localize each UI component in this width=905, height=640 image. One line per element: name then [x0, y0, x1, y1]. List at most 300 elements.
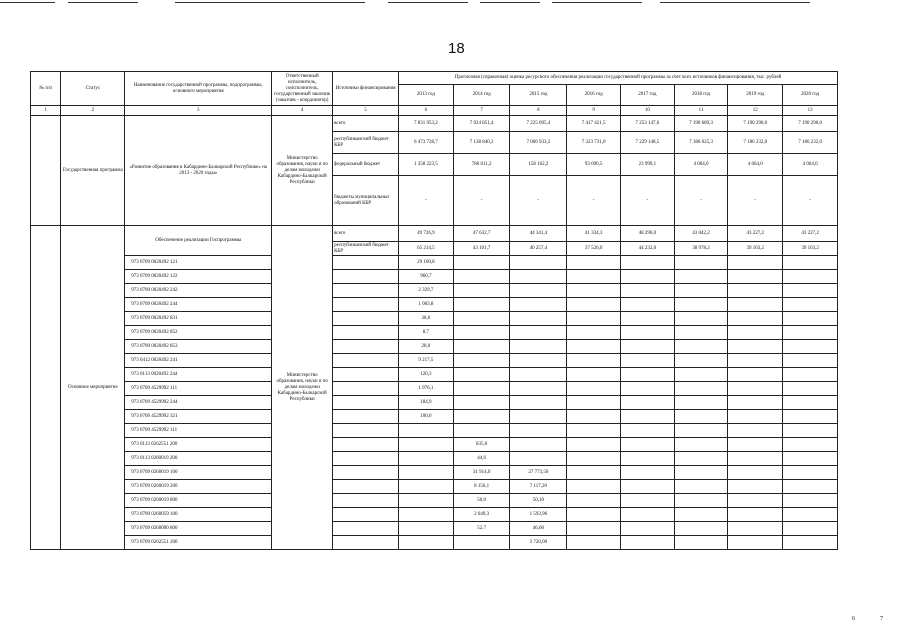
value-cell: [453, 424, 510, 438]
table-row: [31, 508, 838, 522]
value-cell: [783, 424, 838, 438]
value-cell: [783, 270, 838, 284]
budget-code: 973 0113 0262551 200: [125, 438, 272, 452]
budget-code: 973 0709 0260059 100: [125, 508, 272, 522]
budget-code: 973 0709 0020492 831: [125, 312, 272, 326]
value-cell: [620, 522, 674, 536]
table-row: [31, 298, 838, 312]
value-cell: [674, 298, 728, 312]
table-row: [31, 494, 838, 508]
value-cell: [783, 410, 838, 424]
value-cell: -: [728, 176, 783, 226]
value-cell: [783, 354, 838, 368]
value-cell: -: [453, 176, 510, 226]
value-cell: 7 186 625,3: [674, 132, 728, 154]
value-cell: 4 064,0: [783, 154, 838, 176]
value-cell: [398, 424, 453, 438]
value-cell: [783, 368, 838, 382]
column-number: 13: [783, 106, 838, 116]
value-cell: [728, 340, 783, 354]
source-cell: [333, 340, 399, 354]
header-responsible: Ответственный исполнитель, соисполнитель, государственный заказчик (заказчик - координатор): [272, 72, 333, 106]
value-cell: [510, 354, 567, 368]
value-cell: [510, 312, 567, 326]
table-row: [31, 466, 838, 480]
value-cell: 46,60: [510, 522, 567, 536]
table-row: [31, 284, 838, 298]
value-cell: -: [510, 176, 567, 226]
value-cell: [453, 312, 510, 326]
source-cell: [333, 270, 399, 284]
value-cell: 44 232,0: [620, 242, 674, 256]
value-cell: [674, 256, 728, 270]
value-cell: 4 064,0: [674, 154, 728, 176]
value-cell: [510, 368, 567, 382]
value-cell: 52,7: [453, 522, 510, 536]
source-cell: [333, 326, 399, 340]
value-cell: [783, 480, 838, 494]
value-cell: [398, 480, 453, 494]
value-cell: 7 190 689,3: [674, 116, 728, 132]
value-cell: 1 976,1: [398, 382, 453, 396]
value-cell: [510, 284, 567, 298]
table-row: [31, 368, 838, 382]
table-row: [31, 410, 838, 424]
value-cell: [567, 410, 621, 424]
value-cell: 28,0: [398, 340, 453, 354]
value-cell: [453, 270, 510, 284]
value-cell: [567, 256, 621, 270]
value-cell: [728, 298, 783, 312]
source-cell: [333, 536, 399, 550]
value-cell: [728, 284, 783, 298]
table-row: [31, 424, 838, 438]
value-cell: [674, 410, 728, 424]
value-cell: [783, 508, 838, 522]
resource-table: [30, 71, 838, 550]
value-cell: [728, 368, 783, 382]
value-cell: 7 186 232,0: [783, 132, 838, 154]
table-row: [31, 226, 838, 242]
value-cell: 93 690,5: [567, 154, 621, 176]
column-number: 1: [31, 106, 61, 116]
budget-code: 973 0113 0020492 244: [125, 368, 272, 382]
value-cell: [674, 396, 728, 410]
value-cell: -: [783, 176, 838, 226]
value-cell: [674, 340, 728, 354]
budget-code: 973 0709 0262551 200: [125, 536, 272, 550]
page-number: 18: [448, 40, 465, 57]
value-cell: [510, 326, 567, 340]
value-cell: [620, 270, 674, 284]
value-cell: [728, 438, 783, 452]
value-cell: [728, 382, 783, 396]
table-row: [31, 270, 838, 284]
column-number: 11: [674, 106, 728, 116]
column-number: 2: [61, 106, 125, 116]
value-cell: [728, 480, 783, 494]
value-cell: [567, 382, 621, 396]
value-cell: [620, 354, 674, 368]
value-cell: [453, 396, 510, 410]
value-cell: [783, 284, 838, 298]
scan-artifact: [388, 2, 468, 3]
header-num: № п/п: [31, 72, 61, 106]
value-cell: [728, 354, 783, 368]
budget-code: 973 0113 0260019 200: [125, 452, 272, 466]
value-cell: 43 227,2: [783, 226, 838, 242]
budget-code: 973 0709 0020492 244: [125, 298, 272, 312]
value-cell: [398, 536, 453, 550]
value-cell: [620, 438, 674, 452]
value-cell: 100,0: [398, 410, 453, 424]
value-cell: 7 225 095,4: [510, 116, 567, 132]
budget-code: 973 0709 0020492 853: [125, 340, 272, 354]
value-cell: 50,10: [510, 494, 567, 508]
value-cell: [510, 270, 567, 284]
value-cell: 7 924 851,4: [453, 116, 510, 132]
value-cell: [453, 368, 510, 382]
value-cell: [510, 396, 567, 410]
value-cell: [728, 396, 783, 410]
header-year: 2020 год: [783, 85, 838, 106]
value-cell: [620, 452, 674, 466]
program-responsible: Министерство образования, науки и по делам молодежи Кабардино-Балкарской Республики: [272, 116, 333, 226]
source-cell: [333, 298, 399, 312]
source-cell: всего: [333, 226, 399, 242]
table-row: [31, 382, 838, 396]
value-cell: [567, 298, 621, 312]
value-cell: [510, 410, 567, 424]
scan-artifact: [480, 2, 540, 3]
value-cell: [510, 382, 567, 396]
value-cell: [510, 438, 567, 452]
value-cell: 7 190 296,0: [783, 116, 838, 132]
value-cell: [510, 256, 567, 270]
budget-code: 973 0709 0020492 242: [125, 284, 272, 298]
value-cell: 41 334,3: [567, 226, 621, 242]
program-name: «Развитие образования в Кабардино-Балкарской Республике» на 2013 - 2020 годы»: [125, 116, 272, 226]
value-cell: [783, 494, 838, 508]
value-cell: 7 253 147,6: [620, 116, 674, 132]
value-cell: [620, 284, 674, 298]
value-cell: [398, 522, 453, 536]
value-cell: [674, 466, 728, 480]
value-cell: [783, 466, 838, 480]
column-number: 3: [125, 106, 272, 116]
value-cell: 184,9: [398, 396, 453, 410]
value-cell: 7 229 148,5: [620, 132, 674, 154]
value-cell: [567, 368, 621, 382]
program-status: Государственная программа: [61, 116, 125, 226]
value-cell: [783, 312, 838, 326]
column-number: 5: [333, 106, 399, 116]
budget-code: 973 0709 4529992 111: [125, 424, 272, 438]
row-number: [31, 226, 61, 550]
value-cell: [510, 340, 567, 354]
value-cell: [783, 382, 838, 396]
header-year: 2017 год: [620, 85, 674, 106]
value-cell: 31 914,0: [453, 466, 510, 480]
value-cell: [453, 536, 510, 550]
budget-code: 973 0709 0260019 100: [125, 466, 272, 480]
value-cell: [674, 424, 728, 438]
source-cell: [333, 494, 399, 508]
table-row: [31, 438, 838, 452]
value-cell: 3 720,00: [510, 536, 567, 550]
value-cell: [567, 452, 621, 466]
value-cell: [728, 410, 783, 424]
value-cell: 27 773,50: [510, 466, 567, 480]
value-cell: [674, 354, 728, 368]
value-cell: 44 341,4: [510, 226, 567, 242]
value-cell: [453, 410, 510, 424]
value-cell: [510, 424, 567, 438]
value-cell: [783, 256, 838, 270]
value-cell: 7 138 840,2: [453, 132, 510, 154]
value-cell: [728, 424, 783, 438]
value-cell: -: [398, 176, 453, 226]
table-row: [31, 522, 838, 536]
source-cell: [333, 396, 399, 410]
budget-code: 973 0709 0260019 200: [125, 480, 272, 494]
column-number: 7: [453, 106, 510, 116]
budget-code: 973 0709 0020492 122: [125, 270, 272, 284]
value-cell: [728, 270, 783, 284]
value-cell: [510, 452, 567, 466]
table-row: [31, 116, 838, 132]
value-cell: 7 831 953,2: [398, 116, 453, 132]
value-cell: [567, 396, 621, 410]
value-cell: 38 978,2: [674, 242, 728, 256]
value-cell: 1 358 223,5: [398, 154, 453, 176]
value-cell: [567, 354, 621, 368]
table-row: [31, 256, 838, 270]
scan-artifact: [552, 2, 642, 3]
column-number: 6: [398, 106, 453, 116]
source-cell: [333, 312, 399, 326]
budget-code: 973 0709 4529992 321: [125, 410, 272, 424]
footer-mark: 6: [852, 616, 855, 622]
budget-code: 973 0709 0020492 852: [125, 326, 272, 340]
source-cell: [333, 368, 399, 382]
value-cell: 43 227,2: [728, 226, 783, 242]
column-number: 10: [620, 106, 674, 116]
table-row: [31, 326, 838, 340]
source-cell: [333, 466, 399, 480]
header-year: 2019 год: [728, 85, 783, 106]
value-cell: [728, 522, 783, 536]
value-cell: 39 163,2: [728, 242, 783, 256]
value-cell: 7 117,20: [510, 480, 567, 494]
value-cell: [620, 466, 674, 480]
header-sources: Источники финансирования: [333, 72, 399, 106]
value-cell: [783, 396, 838, 410]
budget-code: 973 0709 4529992 244: [125, 396, 272, 410]
source-cell: [333, 438, 399, 452]
source-cell: федеральный бюджет: [333, 154, 399, 176]
value-cell: [674, 494, 728, 508]
column-number: 4: [272, 106, 333, 116]
header-year: 2013 год: [398, 85, 453, 106]
value-cell: [783, 340, 838, 354]
value-cell: 47 632,7: [453, 226, 510, 242]
value-cell: [567, 424, 621, 438]
value-cell: [620, 536, 674, 550]
scan-artifact: [0, 2, 55, 3]
value-cell: 6 473 728,7: [398, 132, 453, 154]
value-cell: 38,0: [398, 312, 453, 326]
value-cell: [674, 382, 728, 396]
value-cell: [620, 312, 674, 326]
source-cell: [333, 424, 399, 438]
value-cell: [453, 284, 510, 298]
value-cell: [674, 480, 728, 494]
value-cell: [674, 368, 728, 382]
value-cell: [674, 536, 728, 550]
value-cell: [567, 284, 621, 298]
value-cell: [398, 508, 453, 522]
value-cell: 7 323 731,0: [567, 132, 621, 154]
table-row: [31, 340, 838, 354]
value-cell: [674, 284, 728, 298]
value-cell: 960,7: [398, 270, 453, 284]
source-cell: республиканский бюджет КБР: [333, 132, 399, 154]
source-cell: [333, 354, 399, 368]
value-cell: [567, 326, 621, 340]
column-number: 8: [510, 106, 567, 116]
budget-code: 973 0709 0020492 121: [125, 256, 272, 270]
header-name: Наименование государственной программы, подпрограммы, основного мероприятия: [125, 72, 272, 106]
value-cell: [620, 508, 674, 522]
table-row: [31, 452, 838, 466]
value-cell: -: [674, 176, 728, 226]
value-cell: [620, 480, 674, 494]
value-cell: [783, 536, 838, 550]
value-cell: 9 217,5: [398, 354, 453, 368]
header-year: 2018 год: [674, 85, 728, 106]
budget-code: 973 0709 0260019 800: [125, 494, 272, 508]
table-row: [31, 536, 838, 550]
scan-artifact: [68, 2, 138, 3]
value-cell: [728, 466, 783, 480]
source-cell: [333, 480, 399, 494]
table-row: [31, 396, 838, 410]
value-cell: [567, 494, 621, 508]
value-cell: [620, 410, 674, 424]
value-cell: [453, 354, 510, 368]
value-cell: [567, 340, 621, 354]
budget-code: 973 0412 0020492 241: [125, 354, 272, 368]
value-cell: 7 066 933,2: [510, 132, 567, 154]
value-cell: [567, 312, 621, 326]
value-cell: [674, 452, 728, 466]
value-cell: 29 160,8: [398, 256, 453, 270]
value-cell: [620, 396, 674, 410]
table-row: [31, 354, 838, 368]
value-cell: 7 190 296,0: [728, 116, 783, 132]
table-row: [31, 312, 838, 326]
footer-mark: 7: [880, 616, 883, 622]
value-cell: [674, 312, 728, 326]
measure-title: Обеспечение реализации Госпрограммы: [125, 226, 272, 256]
value-cell: [453, 382, 510, 396]
source-cell: [333, 382, 399, 396]
value-cell: [620, 494, 674, 508]
row-number: [31, 116, 61, 226]
value-cell: 40 257,4: [510, 242, 567, 256]
measure-status: Основное мероприятие: [61, 226, 125, 550]
value-cell: 1 593,96: [510, 508, 567, 522]
scan-artifact: [175, 2, 365, 3]
value-cell: 43 101,7: [453, 242, 510, 256]
source-cell: [333, 410, 399, 424]
source-cell: [333, 508, 399, 522]
value-cell: -: [620, 176, 674, 226]
value-cell: 2 049,3: [453, 508, 510, 522]
value-cell: [728, 312, 783, 326]
value-cell: [620, 326, 674, 340]
value-cell: [510, 298, 567, 312]
value-cell: 8,7: [398, 326, 453, 340]
value-cell: [567, 522, 621, 536]
value-cell: [567, 480, 621, 494]
value-cell: [620, 424, 674, 438]
value-cell: [398, 494, 453, 508]
value-cell: [783, 452, 838, 466]
value-cell: 2 329,7: [398, 284, 453, 298]
value-cell: 835,0: [453, 438, 510, 452]
value-cell: 50,0: [453, 494, 510, 508]
value-cell: [674, 438, 728, 452]
value-cell: [567, 536, 621, 550]
value-cell: [567, 466, 621, 480]
value-cell: [674, 522, 728, 536]
value-cell: [567, 270, 621, 284]
value-cell: 43 042,2: [674, 226, 728, 242]
value-cell: 786 011,2: [453, 154, 510, 176]
value-cell: [728, 508, 783, 522]
header-status: Статус: [61, 72, 125, 106]
header-year: 2014 год: [453, 85, 510, 106]
budget-code: 973 0709 4529992 111: [125, 382, 272, 396]
value-cell: [398, 438, 453, 452]
header-forecast: Прогнозная (справочная) оценка ресурсного обеспечения реализации государственной программы за счет всех источников финансирования, тыс. рублей: [398, 72, 837, 85]
value-cell: 120,3: [398, 368, 453, 382]
value-cell: -: [567, 176, 621, 226]
value-cell: 4 064,0: [728, 154, 783, 176]
value-cell: [567, 508, 621, 522]
value-cell: [728, 494, 783, 508]
value-cell: [620, 256, 674, 270]
value-cell: [728, 536, 783, 550]
column-number: 9: [567, 106, 621, 116]
source-cell: [333, 284, 399, 298]
source-cell: [333, 452, 399, 466]
header-year: 2016 год: [567, 85, 621, 106]
value-cell: [398, 466, 453, 480]
value-cell: 49 726,9: [398, 226, 453, 242]
value-cell: [398, 452, 453, 466]
value-cell: [783, 522, 838, 536]
value-cell: 65 214,5: [398, 242, 453, 256]
value-cell: [453, 256, 510, 270]
value-cell: [620, 368, 674, 382]
value-cell: [620, 298, 674, 312]
value-cell: [783, 438, 838, 452]
value-cell: 44,6: [453, 452, 510, 466]
value-cell: [728, 256, 783, 270]
